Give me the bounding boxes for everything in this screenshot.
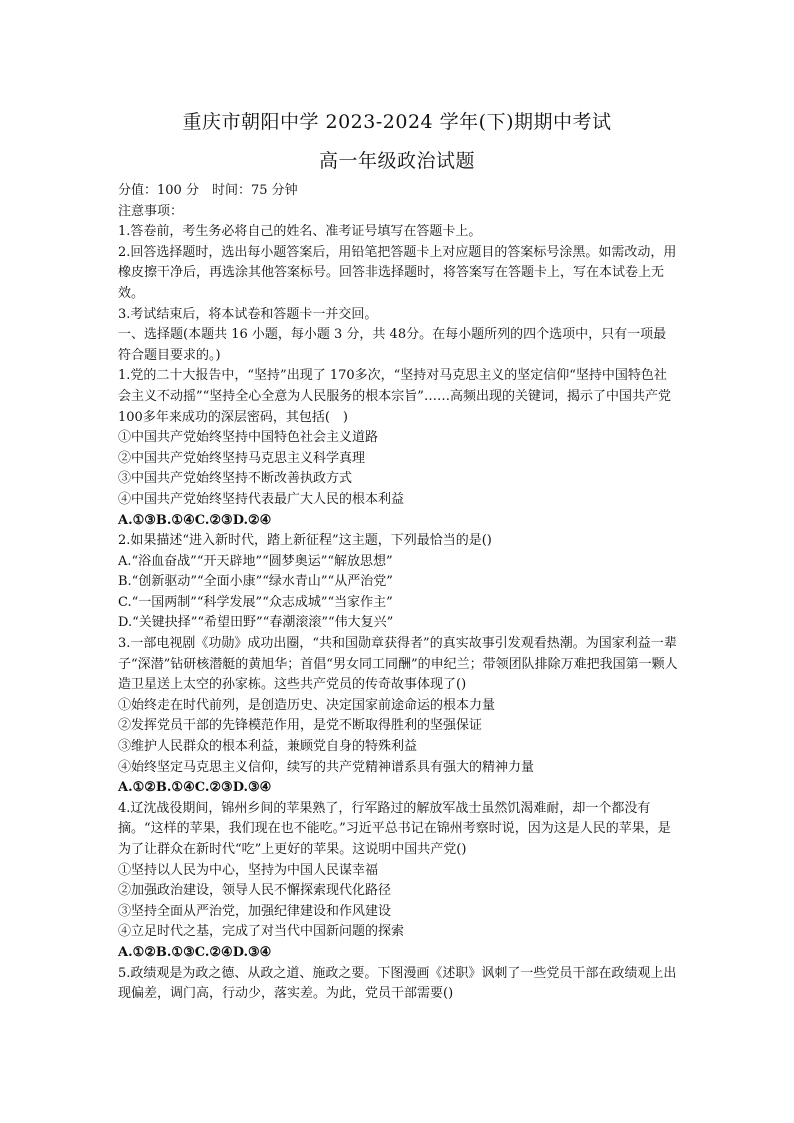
section-heading: 一、选择题(本题共 16 小题，每小题 3 分，共 48分。在每小题所列的四个选项中，只有一项最符合题目要求的。) [118,327,667,363]
notice-heading: 注意事项： [118,203,184,219]
question-stem: 1.党的二十大报告中，“坚持”出现了 170多次，“坚持对马克思主义的坚定信仰“坚持中国特色社会主义不动摇”“坚持全心全意为人民服务的根本宗旨”……高频出现的关键词，揭示了中国共产党 100多年来成功的深层密码，其包括( ) [118,368,671,425]
notice-item: 3.考试结束后，将本试卷和答题卡一并交回。 [118,306,378,322]
question-item: ③维护人民群众的根本利益，兼顾党自身的特殊利益 [118,739,418,755]
question-item: ③坚持全面从严治党，加强纪律建设和作风建设 [118,903,392,919]
question-stem: 4.辽沈战役期间，锦州乡间的苹果熟了，行军路过的解放军战士虽然饥渴难耐，却一个都没有摘。“这样的苹果，我们现在也不能吃。”习近平总书记在锦州考察时说，因为这是人民的苹果，是为了让群众在新时代“吃”上更好的苹果。这说明中国共产党() [118,800,671,857]
question-item: ①坚持以人民为中心，坚持为中国人民谋幸福 [118,862,379,878]
question-item: B.“创新驱动”“全面小康”“绿水青山”“从严治党” [118,574,393,590]
question-item: C.“一国两制”“科学发展”“众志成城”“当家作主” [118,594,393,610]
question-item: ③中国共产党始终坚持不断改善执政方式 [118,471,353,487]
question-stem: 3.一部电视剧《功勋》成功出圈，“共和国勋章获得者”的真实故事引发观看热潮。为国家利益一辈子“深潜”钻研核潜艇的黄旭华；首倡“男女同工同酬”的申纪兰；带领团队排除万难把我国第一颗人造卫星送上太空的孙家栋。这些共产党员的传奇故事体现了() [118,636,678,693]
notice-item: 1.答卷前，考生务必将自己的姓名、准考证号填写在答题卡上。 [118,224,482,240]
question-item: ①始终走在时代前列，是创造历史、决定国家前途命运的根本力量 [118,697,496,713]
score-time: 分值：100 分 时间：75 分钟 [118,183,298,198]
question-item: ④立足时代之基，完成了对当代中国新问题的探索 [118,924,405,940]
school-title: 重庆市朝阳中学 2023-2024 学年(下)期期中考试 [182,111,612,133]
question-item: ②发挥党员干部的先锋模范作用，是党不断取得胜利的坚强保证 [118,718,483,734]
answer-options: A.①③B.①④C.②③D.②④ [118,512,272,528]
answer-options: A.①②B.①④C.②③D.③④ [118,780,272,796]
question-item: D.“关键抉择”“希望田野”“春潮滚滚”“伟大复兴” [118,615,394,631]
exam-body [118,181,678,1005]
exam-title: 高一年级政治试题 [318,150,475,172]
question-item: ②加强政治建设，领导人民不懈探索现代化路径 [118,883,392,899]
answer-options: A.①②B.①③C.②④D.③④ [118,944,272,960]
question-stem: 5.政绩观是为政之德、从政之道、施政之要。下图漫画《述职》讽刺了一些党员干部在政绩观上出现偏差，调门高，行动少，落实差。为此，党员干部需要() [118,965,677,1002]
question-item: ①中国共产党始终坚持中国特色社会主义道路 [118,430,379,446]
question-item: ②中国共产党始终坚持马克思主义科学真理 [118,450,366,466]
notice-item: 2.回答选择题时，选出每小题答案后，用铅笔把答题卡上对应题目的答案标号涂黑。如需改动，用橡皮擦干净后，再选涂其他答案标号。回答非选择题时，将答案写在答题卡上，写在本试卷上无效。 [118,244,677,301]
question-item: A.“浴血奋战”“开天辟地”“圆梦奥运”“解放思想” [118,553,393,569]
question-item: ④中国共产党始终坚持代表最广大人民的根本利益 [118,491,405,507]
question-stem: 2.如果描述“进入新时代，踏上新征程”这主题，下列最恰当的是() [118,533,492,549]
question-item: ④始终坚定马克思主义信仰，续写的共产党精神谱系具有强大的精神力量 [118,759,535,775]
